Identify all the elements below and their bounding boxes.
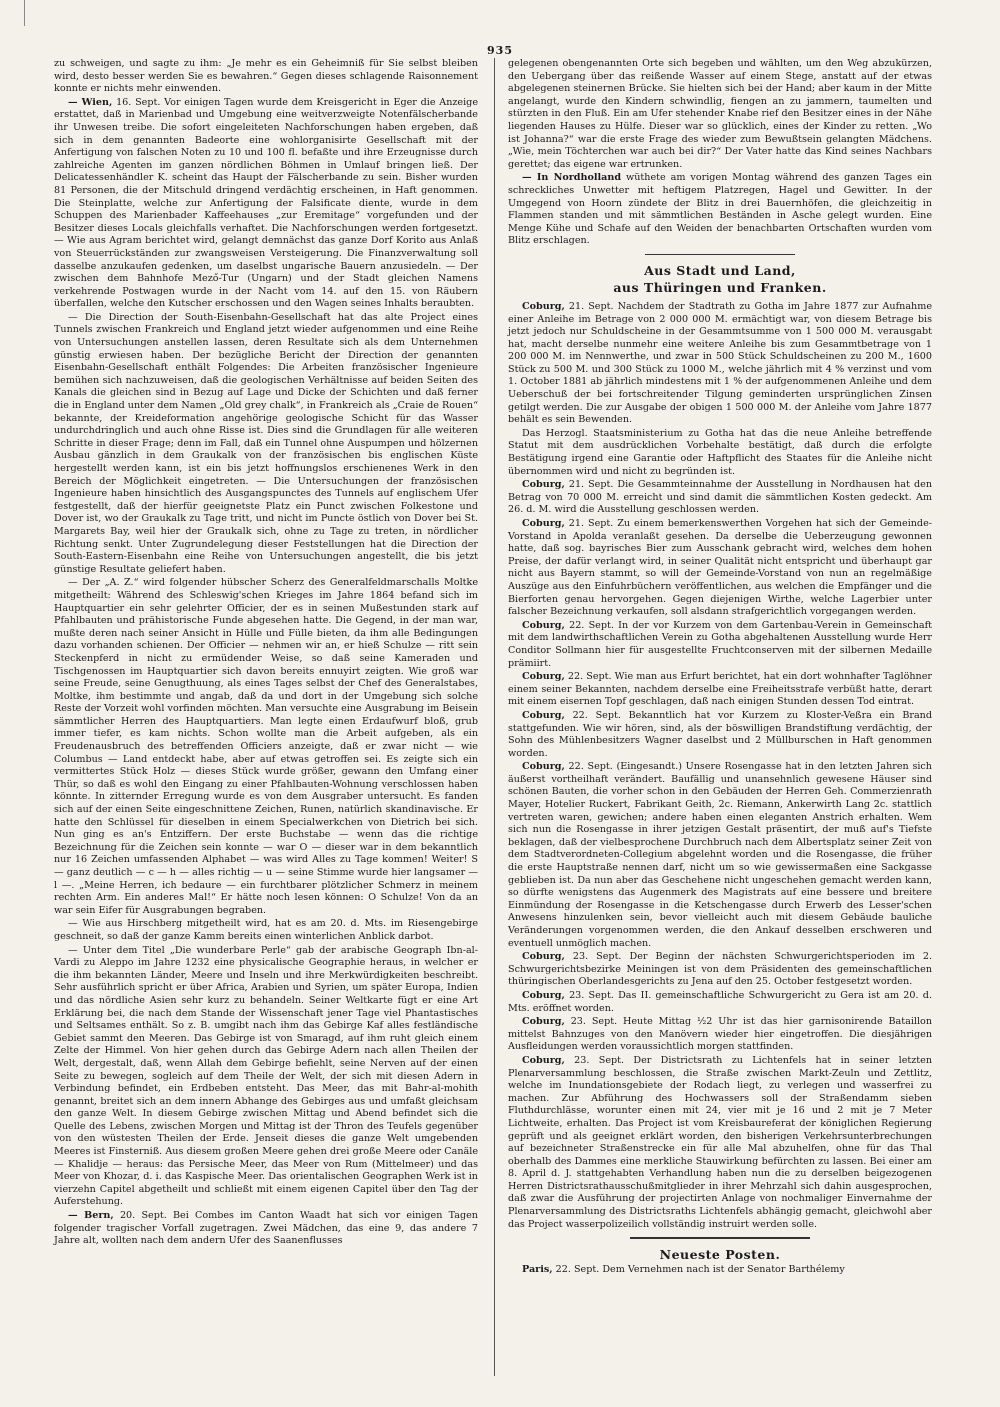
article-paragraph: [508, 710, 932, 760]
article-dateline: Coburg,: [522, 1054, 565, 1066]
article-paragraph: [508, 428, 932, 478]
right-intro-articles: [508, 58, 932, 248]
article-text: 23. Sept. Der Districtsrath zu Lichtenfels hat in seiner letzten Plenarversammlung beschlossen, die Straße zwischen Markt-Zeuln und Zettlitz, welche im Inundationsgebiete der Rodach liegt, zu verlegen und wasserfrei zu machen. Zur Abführung des Hochwassers soll der Straßendamm sieben Fluthdurchlässe, worunter einen mit 24, vier mit je 16 und 2 mit je 7 Meter Lichtweite, erhalten. Das Project ist vom Kreisbaureferat der königlichen Regierung geprüft und als geeignet erklärt worden, den bisherigen Verkehrsunterbrechungen auf bezeichneter Straßenstrecke ein für alle Mal abzuhelfen, ohne für das Thal oberhalb des Dammes eine merkliche Stauwirkung befürchten zu lassen. Bei einer am 8. April d. J. stattgehabten Verhandlung haben nun die zu derselben beigezogenen Herren Districtsrathausschußmitglieder in ihrer Mehrzahl sich dahin ausgesprochen, daß zwar die Ausführung der projectirten Anlage von nochmaliger Einvernahme der Plenarversammlung des Districtsraths Lichtenfels abhängig gemacht, gleichwohl aber das Project wasserpolizeilich vollständig instruirt werden solle.: [508, 1054, 932, 1230]
article-text: 21. Sept. Zu einem bemerkenswerthen Vorgehen hat sich der Gemeinde-Vorstand in Apolda veranlaßt gesehen. Da derselbe die Ueberzeugung gewonnen hatte, daß sog. bayrisches Bier zum Ausschank gebracht wird, welches dem hohen Preise, der dafür verlangt wird, in seiner Qualität nicht entspricht und überhaupt gar nicht aus Bayern stammt, so will der Gemeinde-Vorstand von nun an regelmäßige Auszüge aus den Einfuhrbüchern veröffentlichen, aus welchen die Empfänger und die Bierforten genau hervorgehen. Gegen diejenigen Wirthe, welche Lagerbier unter falscher Bezeichnung verkaufen, soll alsdann strafgerichtlich vorgegangen werden.: [508, 518, 932, 618]
article-paragraph: [508, 301, 932, 427]
section-heading: Aus Stadt und Land,: [644, 262, 796, 278]
article-text: 23. Sept. Heute Mittag ½2 Uhr ist das hier garnisonirende Bataillon mittelst Bahnzuges von den Manövern wieder hier eingetroffen. Die diesjährigen Ausfleidungen werden voraussichtlich morgen stattfinden.: [508, 1016, 932, 1053]
article-paragraph: [54, 58, 478, 96]
article-dateline: — Wien,: [68, 96, 113, 108]
article-text: zu schweigen, und sagte zu ihm: „Je mehr es ein Geheimniß für Sie selbst bleiben wird, desto besser werden Sie es bewahren.“ Gegen dieses schlagende Raisonnement konnte er nichts mehr einwenden.: [54, 58, 478, 95]
article-paragraph: [508, 1055, 932, 1231]
article-text: 21. Sept. Die Gesammteinnahme der Ausstellung in Nordhausen hat den Betrag von 70 000 M. erreicht und sind damit die sämmtlichen Kosten gedeckt. Am 26. d. M. wird die Ausstellung geschlossen werden.: [508, 479, 932, 516]
article-dateline: Coburg,: [522, 479, 565, 491]
article-text: wüthete am vorigen Montag während des ganzen Tages ein schreckliches Unwetter mit heftigem Platzregen, Hagel und Gewitter. In der Umgegend von Hoorn zündete der Blitz in drei Bauernhöfen, die gleichzeitig in Flammen standen und mit sämmtlichen Beständen in Asche gelegt wurden. Eine Menge Kühe und Schafe auf den Weiden der benachbarten Ortschaften wurden vom Blitz erschlagen.: [508, 172, 933, 247]
article-paragraph: [508, 671, 932, 709]
section-subheading: aus Thüringen und Franken.: [613, 279, 827, 295]
article-dateline: Coburg,: [522, 709, 565, 721]
article-dateline: Coburg,: [522, 300, 565, 312]
article-text: 16. Sept. Vor einigen Tagen wurde dem Kreisgericht in Eger die Anzeige erstattet, daß in Marienbad und Umgebung eine weitverzweigte Notenfälscherbande ihr Unwesen treibe. Die sofort eingeleiteten Nachforschungen haben ergeben, daß sich in dem genannten Badeorte eine wohlorganisirte Gesellschaft mit der Anfertigung von falschen Noten zu 10 und 100 fl. befaßte und ihre Erzeugnisse durch zahlreiche Agenten im ganzen nördlichen Böhmen in Umlauf bringen ließ. Der Delicatessenhändler K. scheint das Haupt der Fälscherbande zu sein. Bisher wurden 81 Personen, die der Mitschuld dringend verdächtig erscheinen, in Haft genommen. Die Steinplatte, welche zur Anfertigung der Falsificate diente, wurde in dem Schuppen des Marienbader Kaffeehauses „zur Eremitage“ vorgefunden und der Besitzer dieses Locals gleichfalls verhaftet. Die Nachforschungen werden fortgesetzt. — Wie aus Agram berichtet wird, gelangt demnächst das ganze Dorf Korito aus Anlaß von Steuerrückständen zur zwangsweisen Versteigerung. Die Finanzverwaltung soll dasselbe anzukaufen gedenken, um daselbst ungarische Bauern anzusiedeln. — Der zwischen dem Bahnhofe Mező-Tur (Ungarn) und der Stadt gleichen Namens verkehrende Postwagen wurde in der Nacht vom 14. auf den 15. von Räubern überfallen, welche den Kutscher erschossen und den Wagen seines Inhalts beraubten.: [54, 96, 478, 310]
page-number: 935: [487, 44, 513, 57]
article-text: 22. Sept. In der vor Kurzem von dem Gartenbau-Verein in Gemeinschaft mit dem landwirthschaftlichen Verein zu Gotha abgehaltenen Ausstellung wurde Herr Conditor Sollmann hier für ausgestellte Fruchtconserven mit der silbernen Medaille prämiirt.: [508, 619, 932, 669]
article-dateline: Coburg,: [522, 518, 565, 529]
article-dateline: — Bern,: [68, 1210, 114, 1222]
article-paragraph: [54, 945, 478, 1209]
regional-news: [508, 301, 932, 1231]
right-column: [508, 58, 932, 1278]
article-text: 22. Sept. (Eingesandt.) Unsere Rosengasse hat in den letzten Jahren sich äußerst vortheilhaft verändert. Baufällig und unansehnlich gewesene Häuser sind schönen Bauten, die vorher schon in den Gebäuden der Herren Geh. Commerzienrath Mayer, Hotelier Ruckert, Fabrikant Geith, 2c. Riemann, Ankerwirth Lang 2c. stattlich vertreten waren, gewichen; andere haben einen eleganten Anstrich erhalten. Wem sich nun die Rosengasse in ihrer jetzigen Gestalt präsentirt, der muß auf's Tiefste beklagen, daß der vielbesprochene Durchbruch nach dem Albertsplatz seiner Zeit von dem Stadtverordneten-Collegium abgelehnt worden und die Rosengasse, die früher die erste Hauptstraße nennen darf, nicht um so wie gewissermaßen eine Sackgasse geblieben ist. Da nun aber das Geschehene nicht ungeschehen gemacht werden kann, so dürfte wenigstens das Augenmerk des Magistrats auf eine bessere und breitere Einmündung der Rosengasse in die Ketschengasse durch Erwerb des Lesser'schen Anwesens hinzulenken sein, bevor vielleicht auch mit diesem Gebäude bauliche Veränderungen vorgenommen werden, die den Ankauf desselben erschweren und eventuell unmöglich machen.: [508, 761, 932, 949]
margin-mark: [10, 0, 25, 26]
article-text: 23. Sept. Das II. gemeinschaftliche Schwurgericht zu Gera ist am 20. d. Mts. eröffnet worden.: [508, 989, 932, 1014]
article-dateline: Coburg,: [522, 619, 565, 631]
article-dateline: Coburg,: [522, 951, 565, 963]
article-dateline: Coburg,: [522, 761, 565, 773]
article-dateline: Coburg,: [522, 1016, 565, 1028]
article-paragraph: [508, 1016, 932, 1054]
article-paragraph: [508, 479, 932, 517]
latest-text: 22. Sept. Dem Vernehmen nach ist der Senator Barthélemy: [552, 1264, 845, 1276]
article-text: 20. Sept. Bei Combes im Canton Waadt hat sich vor einigen Tagen folgender tragischer Vorfall zugetragen. Zwei Mädchen, das eine 9, das andere 7 Jahre alt, wollten nach dem andern Ufer des Saanenflusses: [54, 1210, 478, 1247]
article-paragraph: [508, 761, 932, 950]
article-paragraph: [508, 58, 932, 171]
latest-divider: [630, 1237, 810, 1239]
article-text: — Der „A. Z.“ wird folgender hübscher Scherz des Generalfeldmarschalls Moltke mitgetheilt: Während des Schleswig'schen Krieges im Jahre 1864 befand sich im Hauptquartier ein sehr gelehrter Officier, der es in seinen Mußestunden stark auf Pfahlbauten und prähistorische Funde abgesehen hatte. Die Gegend, in der man war, mußte deren nach seiner Ansicht in Hülle und Fülle bieten, da ihm alle Bedingungen dazu vorhanden schienen. Der Officier — nehmen wir an, er hieß Schulze — ritt sein Steckenpferd in nicht zu ermüdender Weise, so daß seine Kameraden und Tischgenossen im Hauptquartier sich davon bereits ennuyirt zeigten. Wie groß war seine Freude, seine Genugthuung, als eines Tages selbst der Chef des Generalstabes, Moltke, ihm bestimmte und angab, daß da und dort in der Umgebung sich solche Reste der Vorzeit wohl vorfinden möchten. Man versuchte eine Ausgrabung im Beisein sämmtlicher Herren des Hauptquartiers. Man legte einen Erdaufwurf bloß, grub immer tiefer, es kam nichts. Schon wollte man die Arbeit aufgeben, als ein Freudenausbruch des betreffenden Officiers anzeigte, daß er zwar nicht — wie Columbus — Land entdeckt habe, aber auf etwas getroffen sei. Es zeigte sich ein vermittertes Stück Holz — dieses Stück wurde größer, gewann den Umfang einer Thür, so daß es wohl den Eingang zu einer Pfahlbauten-Wohnung verschlossen haben könnte. In zitternder Erregung wurde es von dem Ausgraber untersucht. Es fanden sich auf der einen Seite eingeschnittene Zeichen, Runen, natürlich skandinavische. Er hatte den Schlüssel für dieselben in einem Specialwerkchen von Dietrich bei sich. Nun ging es an's Entziffern. Der erste Buchstabe — wenn das die richtige Bezeichnung für die Zeichen sein konnte — war O — dieser war in dem bekanntlich nur 16 Zeichen umfassenden Alphabet — was wird Alles zu Tage kommen! Weiter! S — ganz deutlich — c — h — alles richtig — u — seine Stimme wurde hier langsamer — l —. „Meine Herren, ich bedaure — ein furchtbarer plötzlicher Schmerz in meinem rechten Arm. Ein anderes Mal!“ Er hätte noch lesen können: O Schulze! Von da an war sein Eifer für Ausgrabungen begraben.: [54, 577, 478, 916]
article-text: 21. Sept. Nachdem der Stadtrath zu Gotha im Jahre 1877 zur Aufnahme einer Anleihe im Betrage von 2 000 000 M. ermächtigt war, von diesem Betrage bis jetzt jedoch nur Schuldscheine in der Gesammtsumme von 1 500 000 M. verausgabt hat, macht derselbe nunmehr eine weitere Anleihe bis zum Gesammtbetrage von 1 200 000 M. im Nennwerthe, und zwar in 500 Stück Schuldscheinen zu 200 M., 1600 Stück zu 500 M. und 300 Stück zu 1000 M., welche jährlich mit 4 % verzinst und vom 1. October 1881 ab jährlich mindestens mit 1 % der aufgenommenen Anleihe und dem Ueberschuß der bei fortschreitender Tilgung geminderten ursprünglichen Zinsen getilgt werden. Die zur Ausgabe der obigen 1 500 000 M. der Anleihe vom Jahre 1877 behält es sein Bewenden.: [508, 300, 932, 426]
article-text: 23. Sept. Der Beginn der nächsten Schwurgerichtsperioden im 2. Schwurgerichtsbezirke Meiningen ist von dem Präsidenten des gemeinschaftlichen thüringischen Oberlandesgerichts zu Jena auf den 25. October festgesetzt worden.: [508, 951, 932, 988]
article-dateline: Coburg,: [522, 671, 565, 683]
latest-heading: Neueste Posten.: [659, 1247, 781, 1263]
article-paragraph: [508, 620, 932, 670]
latest-dateline: Paris,: [522, 1264, 553, 1276]
article-paragraph: [508, 172, 932, 248]
section-divider: [645, 254, 795, 255]
article-dateline: Coburg,: [522, 989, 565, 1001]
article-text: — Unter dem Titel „Die wunderbare Perle“ gab der arabische Geograph Ibn-al-Vardi zu Aleppo im Jahre 1232 eine physicalische Geographie heraus, in welcher er die ihm bekannten Länder, Meere und Inseln und ihre Merkwürdigkeiten beschreibt. Sehr ausführlich spricht er über Africa, Arabien und Syrien, um später Europa, Indien und das nördliche Asien sehr kurz zu behandeln. Seiner Weltkarte fügt er eine Art Erklärung bei, die nach dem Stande der Wissenschaft jener Tage viel Phantastisches und Seltsames enthält. So z. B. umgibt nach ihm das Gebirge Kaf alles festländische Gebiet sammt den Meeren. Das Gebirge ist von Smaragd, auf ihm ruht gleich einem Zelte der Himmel. Von hier gehen durch das Gebirge Adern nach allen Theilen der Welt, dergestalt, daß, wenn Allah dem Gebirge befiehlt, seine Nerven auf der einen Seite zu bewegen, sogleich auf dem Theile der Welt, der sich mit diesen Adern in Verbindung befindet, ein Erdbeben entsteht. Das Meer, das mit Bahr-al-mohith genannt, breitet sich an dem innern Abhange des Gebirges aus und umfaßt gleichsam den ganze Welt. In diesem Gebirge zwischen Mittag und Abend befindet sich die Quelle des Lebens, zwischen Morgen und Mittag ist der Thron des Teufels gegenüber von den wüstesten Theilen der Erde. Jenseit dieses die ganze Welt umgebenden Meeres ist Finsterniß. Aus diesem großen Meere gehen drei große Meere oder Canäle — Khalidje — heraus: das Persische Meer, das Meer von Rum (Mittelmeer) und das Meer von Khozar, d. i. das Kaspische Meer. Das orientalischen Geographen Werk ist in vierzehn Capitel abgetheilt und schließt mit einem eigenen Capitel über den Tag der Auferstehung.: [54, 944, 478, 1208]
article-text: 22. Sept. Wie man aus Erfurt berichtet, hat ein dort wohnhafter Taglöhner einem seiner Bekannten, nachdem derselbe eine Freiheitsstrafe verbüßt hatte, derart mit einem eisernen Topf geschlagen, daß nach einigen Stunden dessen Tod eintrat.: [508, 671, 932, 708]
left-column: [54, 58, 478, 1249]
article-paragraph: [508, 990, 932, 1015]
article-text: gelegenen obengenannten Orte sich begeben und wählten, um den Weg abzukürzen, den Uebergang über das reißende Wasser auf einem Stege, anstatt auf der etwas abgelegenen steinernen Brücke. Sie hielten sich bei der Hand; aber kaum in der Mitte angelangt, wurde den Kindern schwindlig, fiengen an zu jammern, taumelten und stürzten in den Fluß. Ein am Ufer stehender Knabe rief den Besitzer eines in der Nähe liegenden Hauses zu Hülfe. Dieser war so glücklich, eines der Kinder zu retten. „Wo ist Johanna?“ war die erste Frage des wieder zum Bewußtsein gelangten Mädchens. „Wie, mein Töchterchen war auch bei dir?“ Der Vater hatte das Kind seines Nachbars gerettet; das eigene war ertrunken.: [508, 58, 932, 170]
article-paragraph: [54, 577, 478, 917]
article-paragraph: [508, 518, 932, 619]
latest-article: [508, 1264, 932, 1277]
article-text: Das Herzogl. Staatsministerium zu Gotha hat das die neue Anleihe betreffende Statut mit dem ausdrücklichen Vorbehalte bestätigt, daß durch die erfolgte Bestätigung irgend eine Garantie oder Haftpflicht des Staates für die Anleihe nicht übernommen wird und nicht zu begründen ist.: [508, 427, 932, 477]
article-paragraph: [54, 918, 478, 943]
article-dateline: — In Nordholland: [522, 172, 622, 184]
article-paragraph: [54, 312, 478, 576]
article-text: 22. Sept. Bekanntlich hat vor Kurzem zu Kloster-Veßra ein Brand stattgefunden. Wie wir hören, sind, als der böswilligen Brandstiftung verdächtig, der Sohn des Mühlenbesitzers Wagner daselbst und 2 Müllburschen in Haft genommen worden.: [508, 709, 932, 759]
article-text: — Die Direction der South-Eisenbahn-Gesellschaft hat das alte Project eines Tunnels zwischen Frankreich und England jetzt wieder aufgenommen und eine Reihe von Untersuchungen anstellen lassen, deren Resultate sich als dem Unternehmen günstig erwiesen haben. Der bezügliche Bericht der Direction der genannten Eisenbahn-Gesellschaft enthält Folgendes: Die Arbeiten französischer Ingenieure bemühen sich nachzuweisen, daß die geologischen Verhältnisse auf beiden Seiten des Kanals die gleichen sind in Bezug auf Lage und Dicke der Schichten und daß ferner die in England unter dem Namen „Old grey chalk“, in Frankreich als „Craie de Rouen“ bekannte, der Kreideformation angehörige geologische Schicht für das Wasser undurchdringlich und auch ohne Risse ist. Dies sind die Grundlagen für alle weiteren Schritte in dieser Frage; denn im Fall, daß ein Tunnel ohne Auspumpen und hölzernen Ausbau gänzlich in dem Graukalk von der französischen bis englischen Küste hergestellt werden kann, ist ein bis jetzt hoffnungslos erschienenes Werk in den Bereich der Möglichkeit eingetreten. — Die Untersuchungen der französischen Ingenieure haben hinsichtlich des Ausgangspunctes des Tunnels auf englischem Ufer festgestellt, daß der hierfür geeignetste Platz ein Punct zwischen Folkestone und Dover ist, wo der Graukalk zu Tage tritt, und nicht im Puncte östlich von Dover bei St. Margarets Bay, weil hier der Graukalk sich, ohne zu Tage zu treten, in nördlicher Richtung senkt. Unter Zugrundelegung dieser Feststellungen hat die Direction der South-Eastern-Eisenbahn eine Reihe von Untersuchungen angestellt, die bis jetzt günstige Resultate geliefert haben.: [54, 311, 478, 575]
article-paragraph: [54, 1210, 478, 1248]
article-text: — Wie aus Hirschberg mitgetheilt wird, hat es am 20. d. Mts. im Riesengebirge geschneit, so daß der ganze Kamm bereits einen winterlichen Anblick darbot.: [54, 918, 478, 942]
article-paragraph: [54, 97, 478, 311]
column-divider: [494, 58, 495, 1376]
article-paragraph: [508, 951, 932, 989]
